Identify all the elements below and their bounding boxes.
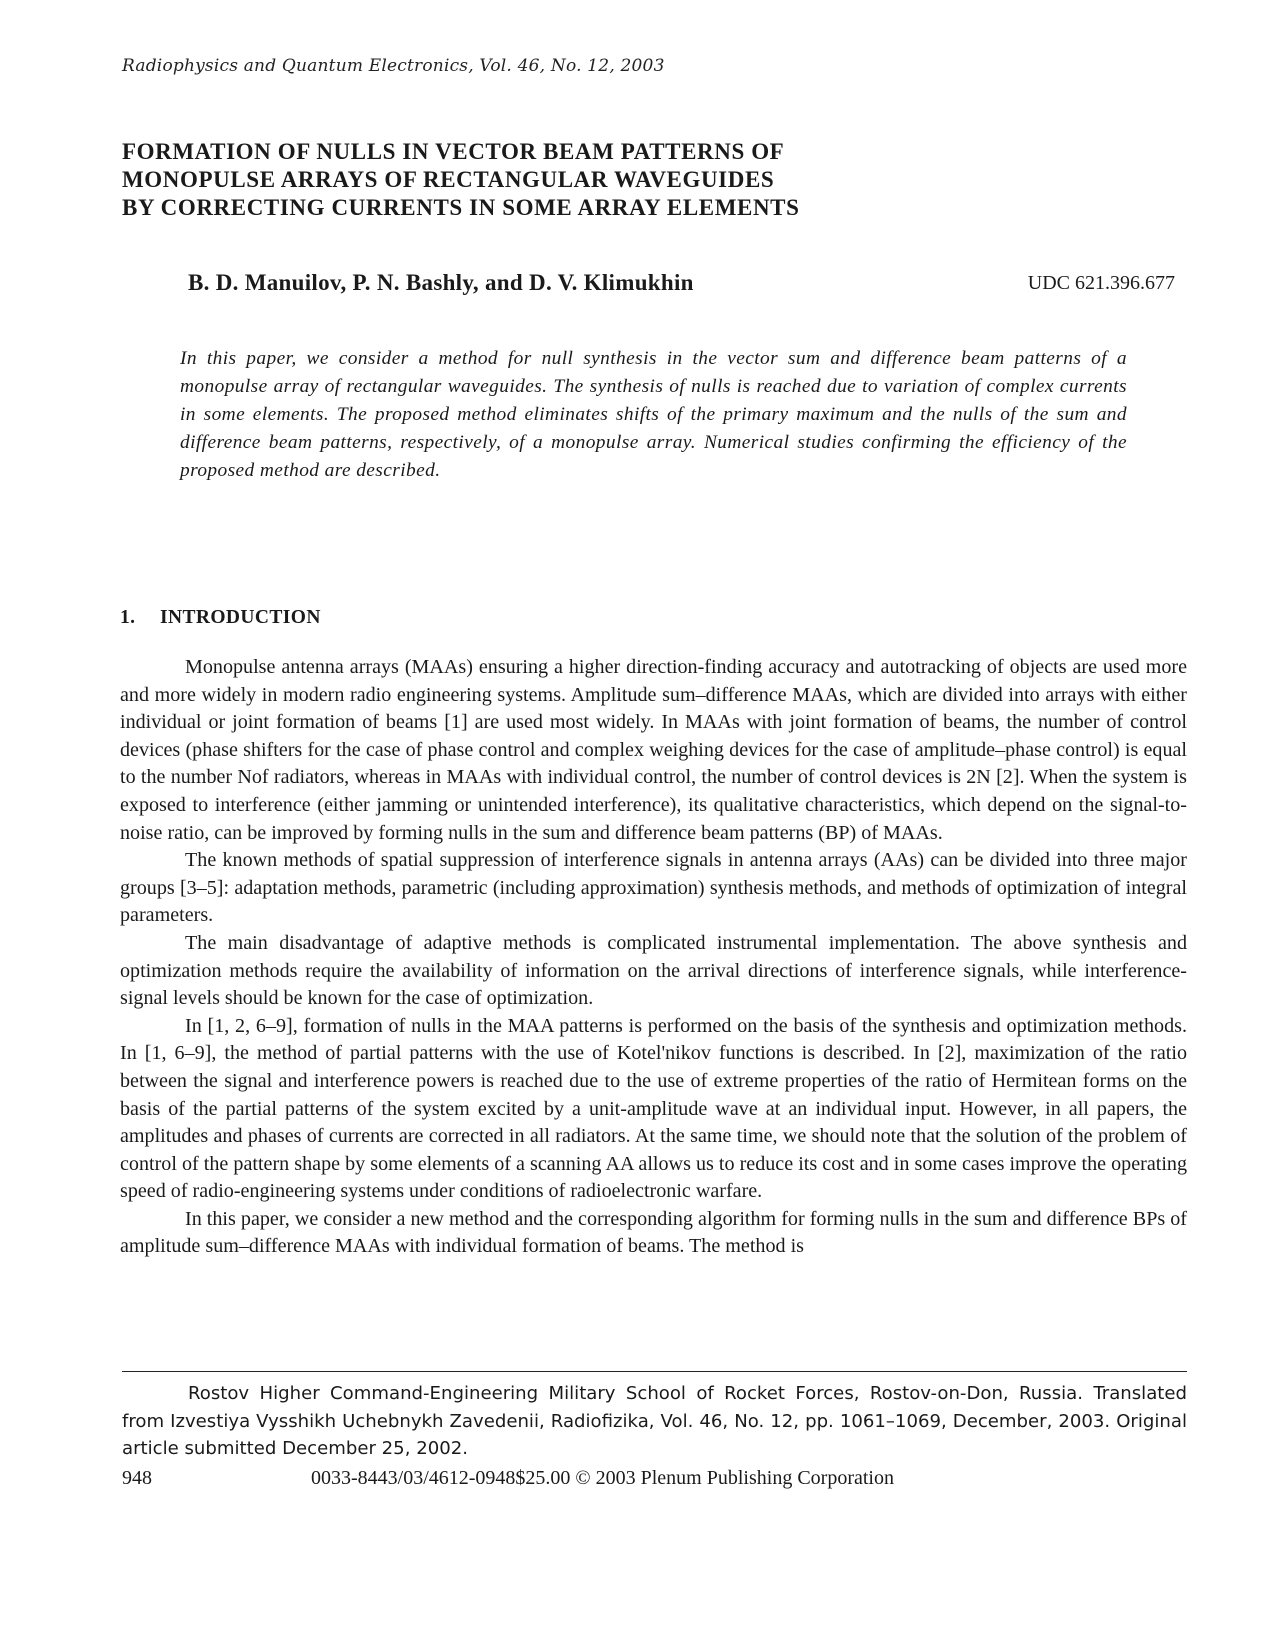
title-line: FORMATION OF NULLS IN VECTOR BEAM PATTERNS OF bbox=[122, 139, 785, 164]
paper-title bbox=[122, 138, 1122, 222]
paragraph: In this paper, we consider a new method and the corresponding algorithm for forming nulls in the sum and difference BPs of amplitude sum–difference MAAs with individual formation of beams. The method is bbox=[120, 1207, 1187, 1258]
title-line: BY CORRECTING CURRENTS IN SOME ARRAY ELEMENTS bbox=[122, 195, 800, 220]
footnote-text: Rostov Higher Command-Engineering Military School of Rocket Forces, Rostov-on-Don, Russia. Translated from Izvestiya Vysshikh Uchebnykh Zavedenii, Radiofizika, Vol. 46, No. 12, pp. 1061–1069, December, 2003. Original article submitted December 25, 2002. bbox=[122, 1383, 1187, 1459]
section-heading bbox=[120, 607, 321, 629]
paragraph: The main disadvantage of adaptive methods is complicated instrumental implementation. The above synthesis and optimization methods require the availability of information on the arrival directions of interference signals, while interference-signal levels should be known for the case of optimization. bbox=[120, 931, 1187, 1010]
paragraph: In [1, 2, 6–9], formation of nulls in the MAA patterns is performed on the basis of the synthesis and optimization methods. In [1, 6–9], the method of partial patterns with the use of Kotel'nikov functions is described. In [2], maximization of the ratio between the signal and interference powers is reached due to the use of extreme properties of the ratio of Hermitean forms on the basis of the partial patterns of the system excited by a unit-amplitude wave at an individual input. However, in all papers, the amplitudes and phases of currents are corrected in all radiators. At the same time, we should note that the solution of the problem of control of the pattern shape by some elements of a scanning AA allows us to reduce its cost and in some cases improve the operating speed of radio-engineering systems under conditions of radioelectronic warfare. bbox=[120, 1014, 1187, 1203]
copyright-line: 0033-8443/03/4612-0948$25.00 © 2003 Plenum Publishing Corporation bbox=[311, 1467, 894, 1489]
section-title: INTRODUCTION bbox=[160, 607, 321, 628]
title-line: MONOPULSE ARRAYS OF RECTANGULAR WAVEGUIDES bbox=[122, 167, 775, 192]
body-text bbox=[120, 654, 1187, 1261]
page-number: 948 bbox=[122, 1467, 152, 1489]
footnote bbox=[122, 1380, 1187, 1463]
footnote-divider bbox=[122, 1371, 1187, 1372]
paragraph: The known methods of spatial suppression of interference signals in antenna arrays (AAs) can be divided into three major groups [3–5]: adaptation methods, parametric (including approximation) synthesis methods, and methods of optimization of integral parameters. bbox=[120, 849, 1187, 927]
authors: B. D. Manuilov, P. N. Bashly, and D. V. Klimukhin bbox=[188, 270, 694, 295]
abstract: In this paper, we consider a method for null synthesis in the vector sum and difference beam patterns of a monopulse array of rectangular waveguides. The synthesis of nulls is reached due to variation of complex currents in some elements. The proposed method eliminates shifts of the primary maximum and the nulls of the sum and difference beam patterns, respectively, of a monopulse array. Numerical studies confirming the efficiency of the proposed method are described. bbox=[180, 348, 1127, 481]
paragraph: Monopulse antenna arrays (MAAs) ensuring a higher direction-finding accuracy and autotracking of objects are used more and more widely in modern radio engineering systems. Amplitude sum–difference MAAs, which are divided into arrays with either individual or joint formation of beams [1] are used most widely. In MAAs with joint formation of beams, the number of control devices (phase shifters for the case of phase control and complex weighing devices for the case of amplitude–phase control) is equal to the number Nof radiators, whereas in MAAs with individual control, the number of control devices is 2N [2]. When the system is exposed to interference (either jamming or unintended interference), its qualitative characteristics, which depend on the signal-to-noise ratio, can be improved by forming nulls in the sum and difference beam patterns (BP) of MAAs. bbox=[120, 656, 1187, 844]
section-number: 1. bbox=[120, 607, 136, 628]
journal-header: Radiophysics and Quantum Electronics, Vol. 46, No. 12, 2003 bbox=[122, 56, 665, 76]
udc-code: UDC 621.396.677 bbox=[1027, 272, 1175, 294]
